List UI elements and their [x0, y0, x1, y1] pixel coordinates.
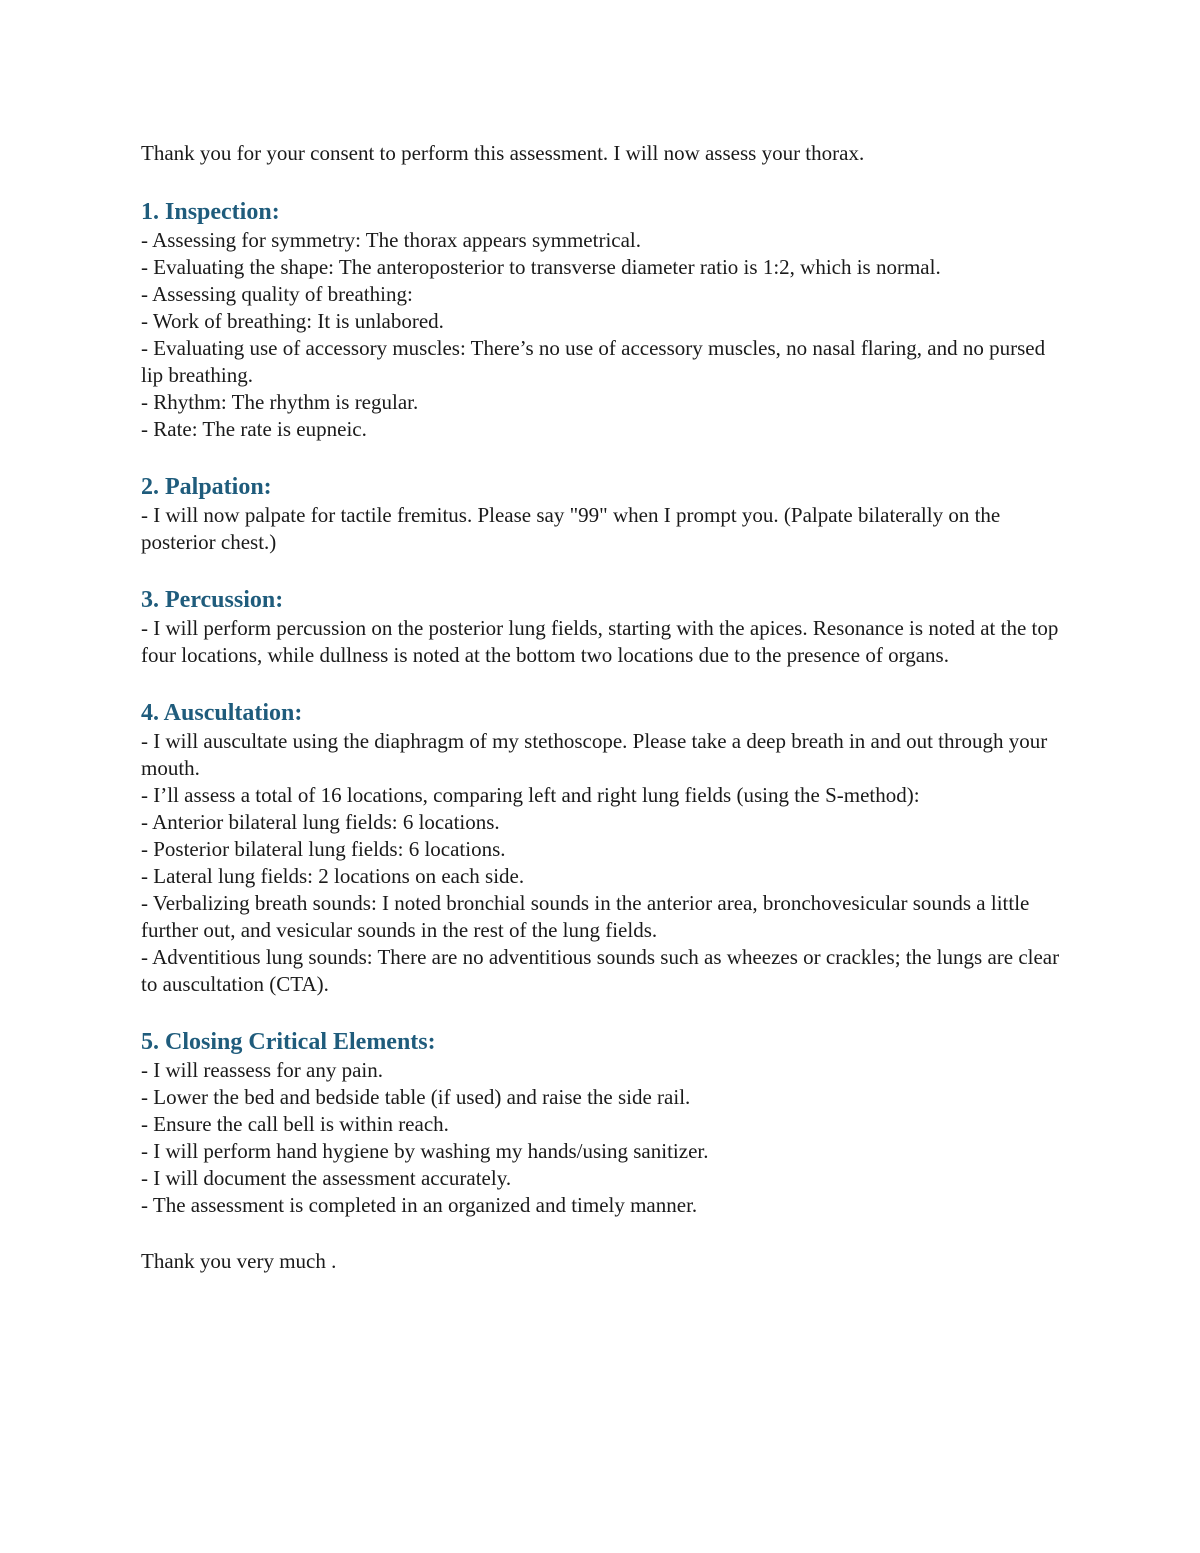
section-palpation	[141, 472, 1071, 556]
section-auscultation	[141, 698, 1071, 998]
list-item: - Adventitious lung sounds: There are no adventitious sounds such as wheezes or crackles; the lungs are clear to auscultation (CTA).	[141, 945, 1060, 996]
section-heading: 3. Percussion:	[141, 587, 284, 613]
document-page	[141, 140, 1071, 1275]
list-item: - Work of breathing: It is unlabored.	[141, 309, 444, 333]
list-item: - Evaluating use of accessory muscles: There’s no use of accessory muscles, no nasal flaring, and no pursed lip breathing.	[141, 336, 1046, 387]
section-heading: 1. Inspection:	[141, 199, 280, 225]
closing-text: Thank you very much .	[141, 1249, 337, 1273]
section-heading: 5. Closing Critical Elements:	[141, 1029, 436, 1055]
section-closing-critical-elements	[141, 1027, 1071, 1219]
list-item: - Ensure the call bell is within reach.	[141, 1112, 449, 1136]
list-item: - Lateral lung fields: 2 locations on each side.	[141, 864, 525, 888]
list-item: - I will document the assessment accurately.	[141, 1166, 512, 1190]
intro-text: Thank you for your consent to perform this assessment. I will now assess your thorax.	[141, 141, 865, 165]
list-item: - Evaluating the shape: The anteroposterior to transverse diameter ratio is 1:2, which is normal.	[141, 255, 941, 279]
list-item: - Lower the bed and bedside table (if used) and raise the side rail.	[141, 1085, 691, 1109]
list-item: - I’ll assess a total of 16 locations, comparing left and right lung fields (using the S-method):	[141, 783, 920, 807]
list-item: - Assessing quality of breathing:	[141, 282, 413, 306]
section-percussion	[141, 585, 1071, 669]
list-item: - Verbalizing breath sounds: I noted bronchial sounds in the anterior area, bronchovesicular sounds a little further out, and vesicular sounds in the rest of the lung fields.	[141, 891, 1030, 942]
list-item: - I will reassess for any pain.	[141, 1058, 384, 1082]
section-inspection	[141, 197, 1071, 443]
list-item: - I will now palpate for tactile fremitus. Please say "99" when I prompt you. (Palpate bilaterally on the posterior chest.)	[141, 503, 1001, 554]
list-item: - Rhythm: The rhythm is regular.	[141, 390, 419, 414]
list-item: - The assessment is completed in an organized and timely manner.	[141, 1193, 698, 1217]
list-item: - I will perform hand hygiene by washing my hands/using sanitizer.	[141, 1139, 709, 1163]
list-item: - Assessing for symmetry: The thorax appears symmetrical.	[141, 228, 642, 252]
list-item: - Posterior bilateral lung fields: 6 locations.	[141, 837, 506, 861]
section-heading: 4. Auscultation:	[141, 700, 303, 726]
list-item: - I will auscultate using the diaphragm of my stethoscope. Please take a deep breath in and out through your mouth.	[141, 729, 1048, 780]
section-heading: 2. Palpation:	[141, 474, 272, 500]
list-item: - Rate: The rate is eupneic.	[141, 417, 367, 441]
list-item: - Anterior bilateral lung fields: 6 locations.	[141, 810, 500, 834]
list-item: - I will perform percussion on the posterior lung fields, starting with the apices. Resonance is noted at the top four locations, while dullness is noted at the bottom two locations due to the presence of organs.	[141, 616, 1059, 667]
